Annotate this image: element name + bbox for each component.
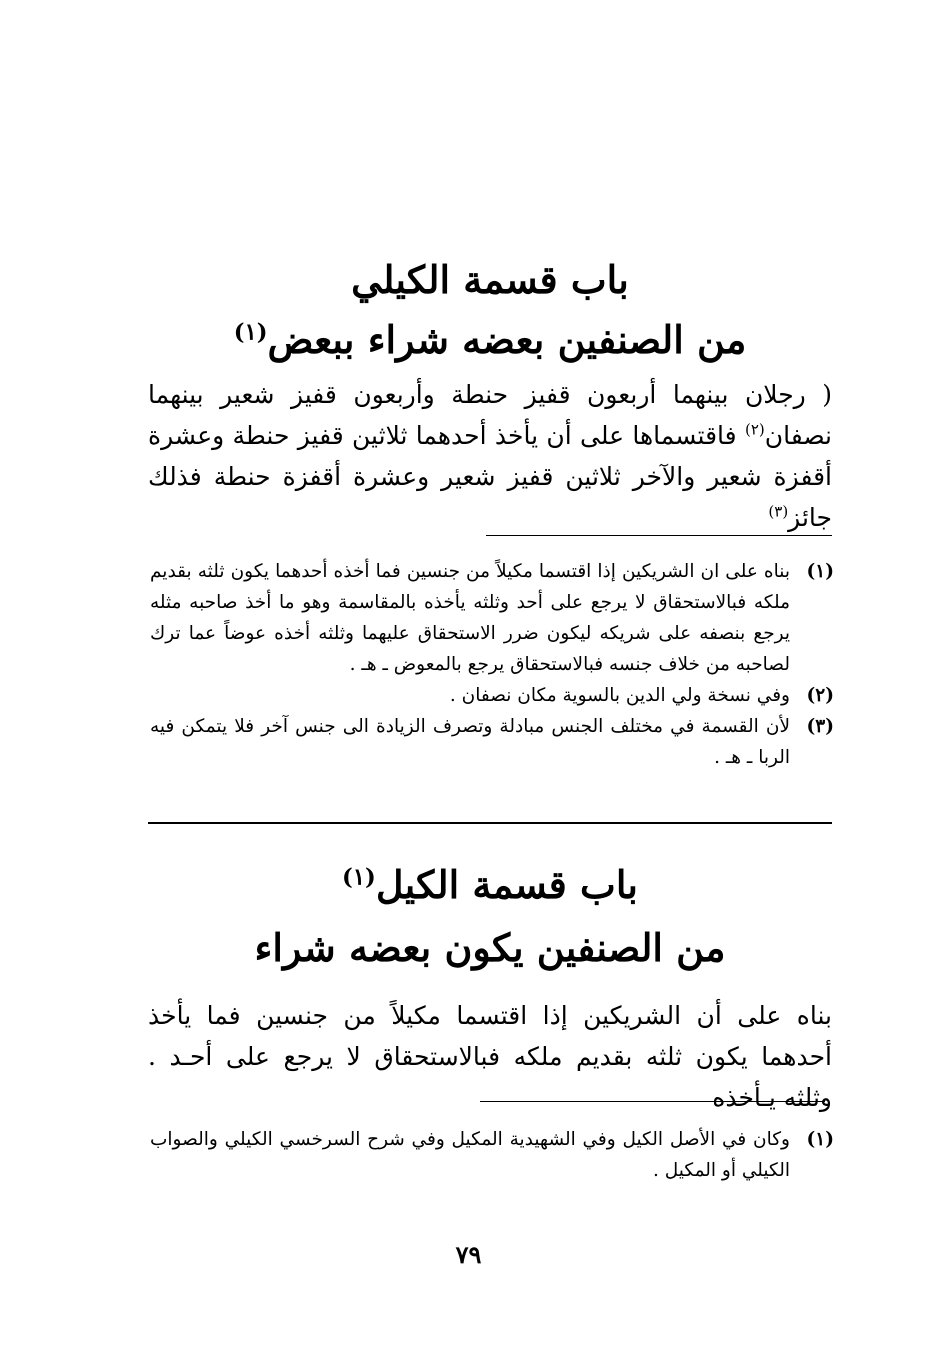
section2-title-note-ref: (١) xyxy=(341,864,376,891)
footnote-text: وكان في الأصل الكيل وفي الشهيدية المكيل وفي شرح السرخسي الكيلي والصواب الكيلي أو المكيل . xyxy=(150,1129,790,1181)
section2-paragraph xyxy=(148,995,832,1118)
footnote-number: (١) xyxy=(806,1129,834,1150)
section2-title-text: باب قسمة الكيل xyxy=(375,862,638,907)
section2-title-line1 xyxy=(140,855,840,915)
section1-paragraph xyxy=(148,374,832,538)
section2-title-line2: من الصنفين يكون بعضه شراء xyxy=(254,925,726,970)
section1-footnote-1 xyxy=(150,556,834,680)
footnote-text: لأن القسمة في مختلف الجنس مبادلة وتصرف الزيادة الى جنس آخر فلا يتمكن فيه الربا ـ هـ . xyxy=(150,716,790,768)
section1-footnote-3 xyxy=(150,711,834,773)
section1-footnotes xyxy=(150,556,834,773)
footnote-number: (٣) xyxy=(806,716,834,737)
section2-footnotes xyxy=(150,1124,834,1186)
section1-footnote-2 xyxy=(150,680,834,711)
section1-paragraph-ref1: (٢) xyxy=(744,420,765,439)
footnote-text: وفي نسخة ولي الدين بالسوية مكان نصفان . xyxy=(449,685,790,706)
section2-paragraph-text: بناه على أن الشريكين إذا اقتسما مكيلاً من جنسين فما يأخذ أحدهما يكون ثلثه بقديم ملكه فبالاستحقاق لا يرجع على أحـد . وثلثه يـأخذه xyxy=(148,1001,832,1112)
section2-footnote-separator xyxy=(480,1101,825,1102)
section1-title-line2 xyxy=(140,310,840,370)
section1-paragraph-part1: ( رجلان بينهما أربعون قفيز حنطة وأربعون قفيز شعير بينهما نصفان xyxy=(148,380,832,450)
section-divider xyxy=(148,822,832,824)
footnote-number: (١) xyxy=(806,561,834,582)
section1-title-line1: باب قسمة الكيلي xyxy=(351,257,629,302)
footnote-number: (٢) xyxy=(806,685,834,706)
section2-footnote-1 xyxy=(150,1124,834,1186)
section1-title-text: من الصنفين بعضه شراء ببعض xyxy=(267,317,747,362)
section1-title-note-ref: (١) xyxy=(233,319,268,346)
page-number: ٧٩ xyxy=(455,1240,482,1269)
section1-paragraph-ref2: (٣) xyxy=(768,502,789,521)
footnote-text: بناه على ان الشريكين إذا اقتسما مكيلاً من جنسين فما أخذه أحدهما يكون ثلثه بقديم ملكه فبالاستحقاق لا يرجع على أحد وثلثه يأخذه بالمقاسمة وهو ما أخذ صاحبه مثله يرجع بنصفه على شريكه ليكون ضرر الاستحقاق عليهما وثلثه أخذه عوضاً عما ترك لصاحبه من خلاف جنسه فبالاستحقاق يرجع بالمعوض ـ هـ . xyxy=(150,561,790,675)
section1-footnote-separator xyxy=(486,535,832,536)
section1-paragraph-part2: فاقتسماها على أن يأخذ أحدهما ثلاثين قفيز حنطة وعشرة أقفزة شعير والآخر ثلاثين قفيز شعير وعشرة أقفزة حنطة فذلك جائز xyxy=(148,421,832,532)
